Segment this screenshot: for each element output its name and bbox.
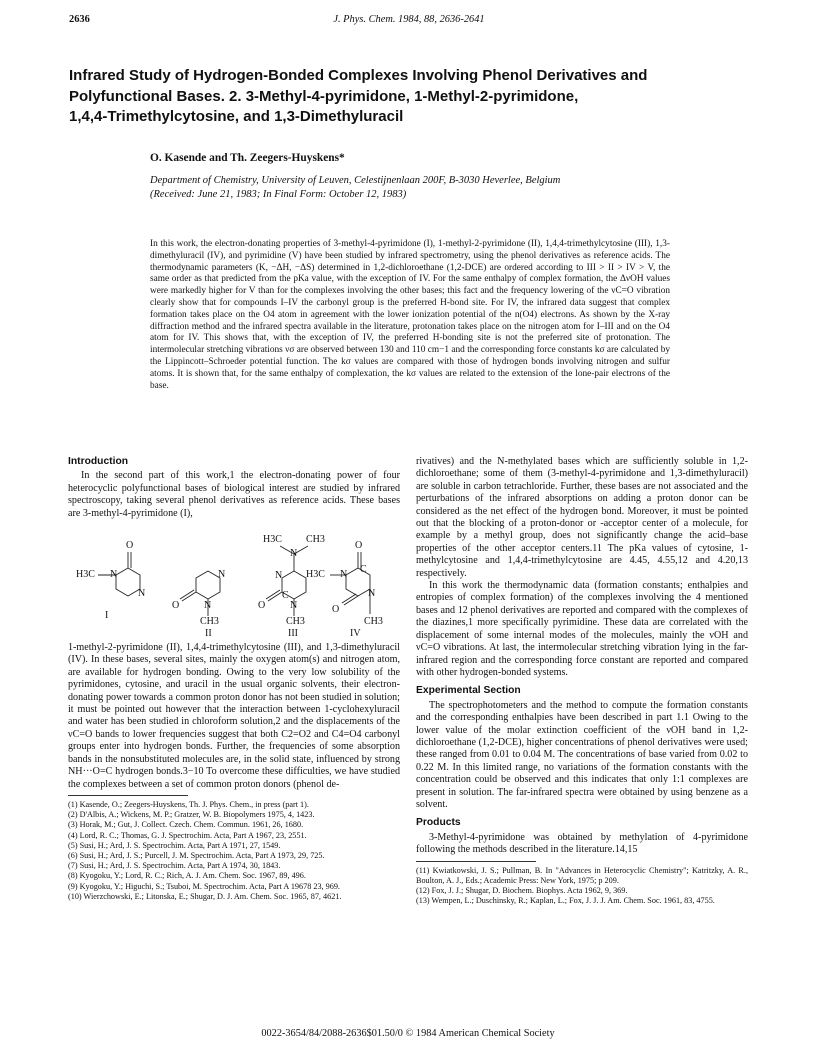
title-line-1: Infrared Study of Hydrogen-Bonded Complexes Involving Phenol Derivatives and — [69, 67, 648, 84]
experimental-paragraph: The spectrophotometers and the method to compute the formation constants and the corresponding enthalpies have been described in part 1.1 Owing to the lower value of the molar extinction coefficient of the νOH band in 1,2-dichloroethane (1,2-DCE), higher concentrations of phenol derivatives were used; these ranged from 0.01 to 0.04 M. The concentrations of base varied from 0.02 to 0.22 M. In this limited range, no variations of the formation constants with the concentration could be observed and this indicates that only 1:1 complexes are present in solution. The far-infrared spectra were obtained by using benzene as a solvent. — [416, 699, 748, 810]
title-line-3: 1,4,4-Trimethylcytosine, and 1,3-Dimethyluracil — [69, 108, 404, 125]
footnote-rule — [416, 861, 536, 862]
journal-citation: J. Phys. Chem. 1984, 88, 2636-2641 — [333, 14, 485, 25]
structure-label-II: II — [205, 628, 212, 640]
intro-paragraph-2: 1-methyl-2-pyrimidone (II), 1,4,4-trimethylcytosine (III), and 1,3-dimethyluracil (IV). In these bases, several sites, mainly the oxygen atom(s) and nitrogen atom, are available for hydrogen bonding. Owing to the very low solubility of the pyrimidones, cytosine, and uracil in the usual organic solvents, their electron-donating power towards a common proton donor has not been studied in solution; it must be pointed out however that the interaction between 1-cyclohexyluracil and water has been studied in chloroform solution,2 and the displacements of the νC=O bands to lower frequencies suggest that both C2=O2 and C4=O4 carbonyl groups enter into hydrogen bonds. Further, the frequencies of some absorption bands in the nonsubstituted molecules are, in the solid state, influenced by strong NH···O=C hydrogen bonds.3−10 To overcome these difficulties, we have studied the complexes between a set of common proton donors (phenol de- — [68, 642, 400, 790]
abstract: In this work, the electron-donating properties of 3-methyl-4-pyrimidone (I), 1-methyl-2-pyrimidone (II), 1,4,4-trimethylcytosine (III), 1,3-dimethyluracil (IV), and pyrimidine (V) have been studied by infrared spectrometry, using the phenol derivatives as reference acids. The thermodynamic parameters (K, −ΔH, −ΔS) determined in 1,2-dichloroethane (1,2-DCE) are ordered according to III > II > IV > V, the same order as that predicted from the pKa value, with the exception of IV. For the same enthalpy of complex formation, the ΔνOH values were markedly higher for V than for the complexes involving the other bases; this fact and the frequency lowering of the νC=O vibration clearly show that for compounds I–IV the carbonyl group is the preferred H-bond site. For IV, the infrared data suggest that complex formation takes place on the O4 atom in agreement with the lower ionization potential of the n(O4) electrons. As shown by the X-ray diffraction method and the infrared spectra available in the literature, protonation takes place on the nitrogen atom for I–III and on the O4 atom for IV. This shows that, with the exception of IV, the preferred H-bonding site is not the preferred site of protonation. The intermolecular stretching vibrations νσ are observed between 130 and 110 cm−1 and the corresponding force constants kσ are calculated by the Lippincott–Schroeder potential function. The kσ values are compared with those of hydrogen bonds involving nitrogen and sulfur atoms. It is shown that, for the same enthalpy of complexation, the kσ values are related to the extension of the lone-pair electrons of the base. — [150, 239, 670, 391]
atom-label: CH3 — [200, 616, 219, 628]
running-header — [69, 14, 749, 30]
products-heading: Products — [416, 817, 461, 829]
affiliation-block — [150, 174, 560, 202]
atom-label: O — [332, 604, 340, 616]
atom-label: CH3 — [306, 534, 325, 546]
reference: (10) Wierzchowski, E.; Litonska, E.; Shugar, D. J. Am. Chem. Soc. 1965, 87, 4621. — [68, 891, 342, 901]
atom-label: N — [275, 570, 283, 582]
atom-label: N — [218, 569, 226, 581]
references-left — [68, 800, 400, 902]
atom-label: N — [290, 600, 298, 612]
atom-label: H3C — [76, 569, 95, 581]
authors: O. Kasende and Th. Zeegers-Huyskens* — [150, 152, 345, 164]
atom-label: N — [340, 569, 348, 581]
article-title — [69, 66, 749, 128]
reference: (9) Kyogoku, Y.; Higuchi, S.; Tsuboi, M. Spectrochim. Acta, Part A 19678 23, 969. — [68, 881, 340, 891]
reference: (12) Fox, J. J.; Shugar, D. Biochem. Biophys. Acta 1962, 9, 369. — [416, 886, 628, 895]
atom-label: O — [258, 600, 266, 612]
reference: (2) D'Albis, A.; Wickens, M. P.; Gratzer, W. B. Biopolymers 1975, 4, 1423. — [68, 810, 315, 820]
atom-label: N — [204, 600, 212, 612]
atom-label: H3C — [306, 569, 325, 581]
atom-label: N — [290, 548, 298, 560]
footnote-rule — [68, 795, 188, 796]
atom-label: O — [355, 540, 363, 552]
continued-paragraph: rivatives) and the N-methylated bases which are sufficiently soluble in 1,2-dichloroethane; some of them (3-methyl-4-pyrimidone and 1,3-dimethyluracil) are soluble in carbon tetrachloride. Further, these bases are not associated and the perturbations of the infrared absorptions on adding a proton donor can be considered as the net effect of the hydrogen bond. Moreover, it must be pointed out that the blocking of a proton-donor or -acceptor center of a molecule, for example by a methyl group, does not significantly change the acid–base properties of the other acceptor centers.11 The pKa values of cytosine, 1-methylcytosine and 1,4,4-trimethylcytosine are 4.45, 4.55,12 and 4.20,13 respectively. — [416, 456, 748, 579]
work-summary-paragraph: In this work the thermodynamic data (formation constants; enthalpies and entropies of complex formation) of the complexes involving the 4 mentioned bases and 12 phenol derivatives are reported and compared with the complexes of the diazines,1 more specifically pyrimidine. These data are correlated with the displacement of some internal modes of the molecules, mainly the νOH and νC=O vibrations. At last, the intermolecular stretching vibration lying in the far-infrared region and the corresponding force constant are reported and compared with other hydrogen-bonded systems. — [416, 580, 748, 678]
reference: (7) Susi, H.; Ard, J. S. Spectrochim. Acta, Part A 1974, 30, 1843. — [68, 861, 281, 871]
structure-label-III: III — [288, 628, 298, 640]
affiliation: Department of Chemistry, University of Leuven, Celestijnenlaan 200F, B-3030 Heverlee, Belgium — [150, 175, 561, 186]
title-line-2: Polyfunctional Bases. 2. 3-Methyl-4-pyrimidone, 1-Methyl-2-pyrimidone, — [69, 87, 579, 105]
references-right — [416, 866, 748, 907]
chemical-structures-drawing — [68, 524, 400, 638]
page-number: 2636 — [69, 14, 90, 25]
structure-figure — [68, 524, 400, 638]
reference: (3) Horak, M.; Gut, J. Collect. Czech. Chem. Commun. 1961, 26, 1680. — [68, 820, 304, 830]
atom-label: C — [282, 590, 289, 602]
atom-label: N — [138, 588, 146, 600]
structure-label-I: I — [105, 610, 109, 622]
atom-label: N — [110, 569, 118, 581]
reference: (8) Kyogoku, Y.; Lord, R. C.; Rich, A. J. Am. Chem. Soc. 1967, 89, 496. — [68, 871, 306, 881]
atom-label: O — [126, 540, 134, 552]
reference: (6) Susi, H.; Ard, J. S.; Purcell, J. M. Spectrochim. Acta, Part A 1973, 29, 725. — [68, 850, 325, 860]
reference: (11) Kwiatkowski, J. S.; Pullman, B. In "Advances in Heterocyclic Chemistry"; Katritzky, A. R., Boulton, A. J., Eds.; Academic Press: New York, 1975; p 209. — [416, 865, 748, 885]
intro-paragraph-1: In the second part of this work,1 the electron-donating power of four heterocyclic polyfunctional bases of biological interest are studied by infrared spectroscopy, taking several phenol derivatives as reference acids. These bases are 3-methyl-4-pyrimidone (I), — [68, 470, 400, 519]
atom-label: CH3 — [286, 616, 305, 628]
atom-label: O — [172, 600, 180, 612]
atom-label: C — [360, 564, 367, 576]
received-dates: (Received: June 21, 1983; In Final Form: October 12, 1983) — [150, 189, 407, 200]
structure-label-IV: IV — [350, 628, 361, 640]
products-paragraph: 3-Methyl-4-pyrimidone was obtained by methylation of 4-pyrimidone following the methods described in the literature.14,15 — [416, 831, 748, 856]
right-column — [416, 456, 748, 906]
ring-II — [196, 571, 220, 599]
introduction-heading: Introduction — [68, 456, 129, 467]
ring-I — [116, 568, 140, 596]
atom-label: N — [368, 588, 376, 600]
left-column — [68, 456, 400, 902]
atom-label: CH3 — [364, 616, 383, 628]
copyright-footer: 0022-3654/84/2088-2636$01.50/0 © 1984 American Chemical Society — [261, 1028, 555, 1039]
experimental-heading: Experimental Section — [416, 685, 521, 697]
reference: (4) Lord, R. C.; Thomas, G. J. Spectrochim. Acta, Part A 1967, 23, 2551. — [68, 830, 307, 840]
reference: (5) Susi, H.; Ard, J. S. Spectrochim. Acta, Part A 1971, 27, 1549. — [68, 840, 281, 850]
atom-label: H3C — [263, 534, 282, 546]
reference: (1) Kasende, O.; Zeegers-Huyskens, Th. J. Phys. Chem., in press (part 1). — [68, 799, 309, 809]
reference: (13) Wempen, L.; Duschinsky, R.; Kaplan, L.; Fox, J. J. J. Am. Chem. Soc. 1961, 83, 4755. — [416, 896, 715, 906]
